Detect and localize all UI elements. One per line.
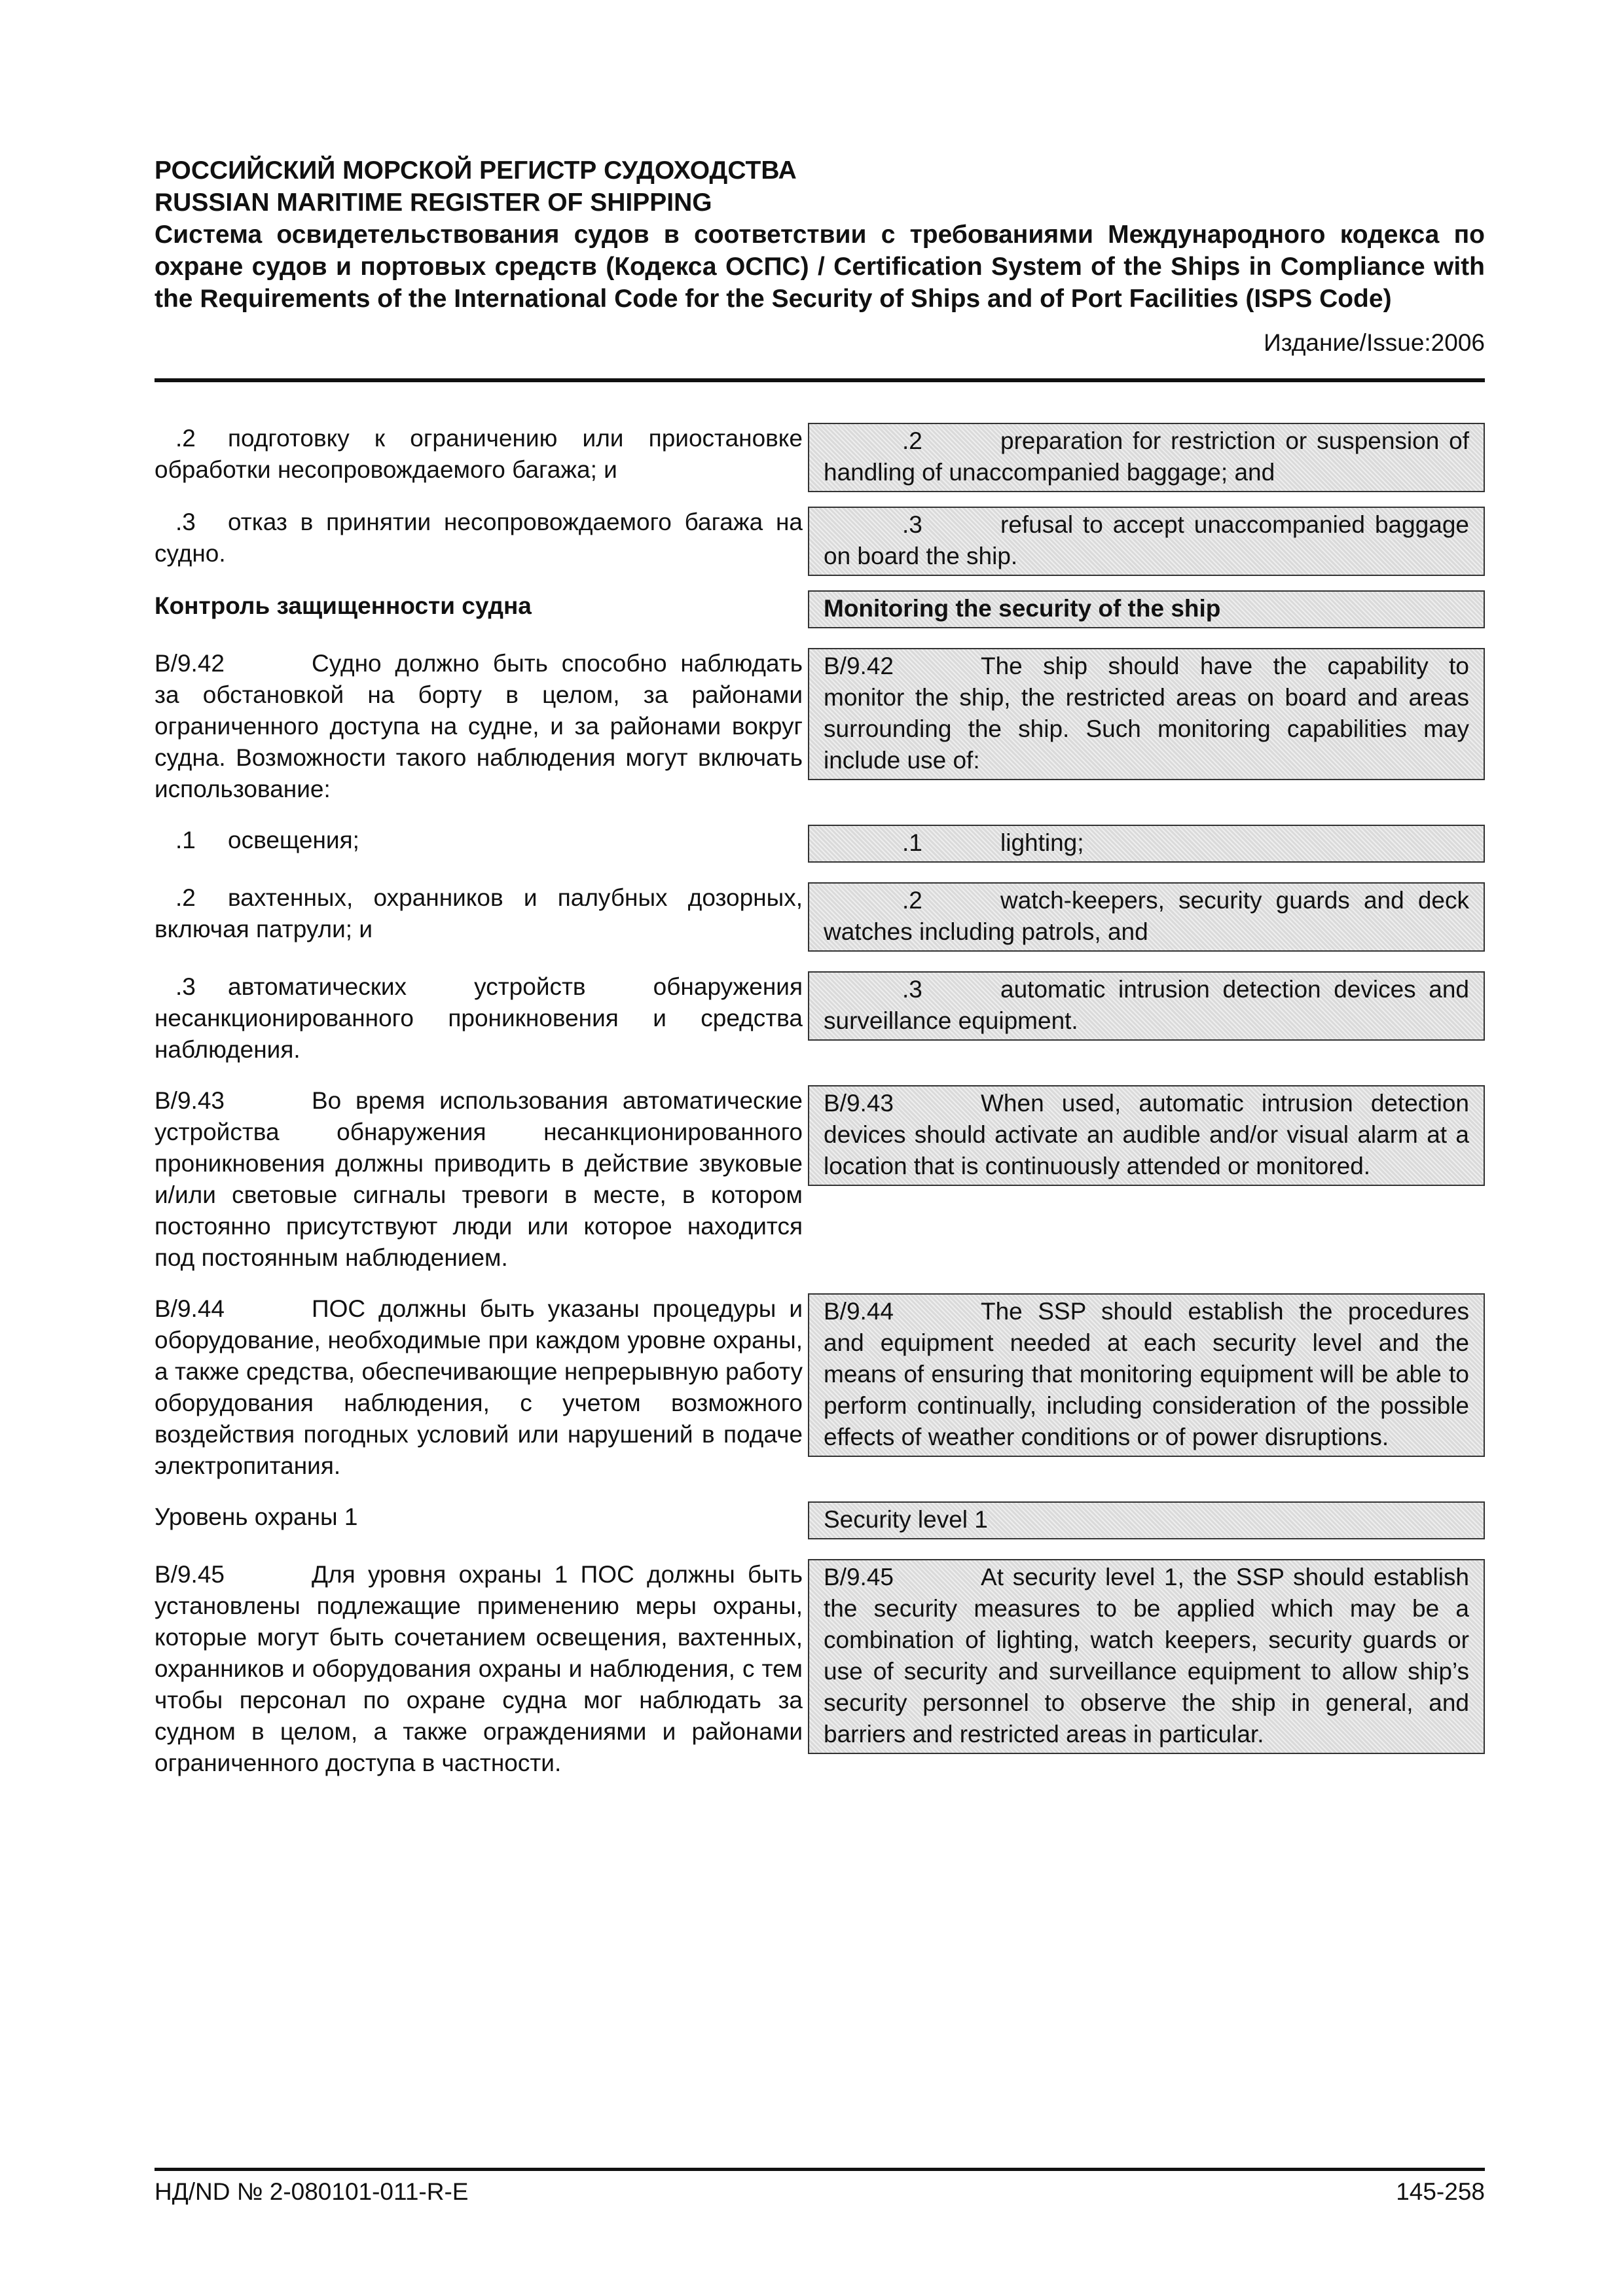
clause-text-ru: автоматических устройств обнаружения несанкционированного проникновения и средства наблюдения. (155, 973, 803, 1063)
clause-row (155, 882, 1485, 952)
clause-ru (155, 507, 803, 569)
clause-row (155, 423, 1485, 492)
clause-row (155, 648, 1485, 805)
clause-text-en: At security level 1, the SSP should establish the security measures to be applied which may be a combination of lighting, watch keepers, security guards or use of security and surveillance equipment to allow ship’s security personnel to observe the ship in general, and barriers and restricted areas in particular. (824, 1564, 1469, 1748)
clause-text-en: The SSP should establish the procedures and equipment needed at each security level and the means of ensuring that monitoring equipment will be able to perform continually, including consideration of the possible effects of weather conditions or of power disruptions. (824, 1298, 1469, 1450)
clause-text-ru: вахтенных, охранников и палубных дозорных, включая патрули; и (155, 884, 803, 942)
clause-row (155, 1085, 1485, 1274)
section-heading-row (155, 1501, 1485, 1539)
page-number: 145-258 (1396, 2178, 1485, 2205)
clause-number-en: .2 (902, 427, 922, 454)
clause-text-en: preparation for restriction or suspension of handling of unaccompanied baggage; and (824, 427, 1469, 486)
section-heading-ru: Уровень охраны 1 (155, 1503, 358, 1530)
clause-text-en: When used, automatic intrusion detection devices should activate an audible and/or visual alarm at a location that is continuously attended or monitored. (824, 1090, 1469, 1179)
clause-number-ru: .3 (175, 509, 196, 535)
clause-number-en: B/9.44 (824, 1298, 894, 1325)
clause-ru (155, 648, 803, 805)
clause-number-en: .3 (902, 511, 922, 538)
register-title-en: RUSSIAN MARITIME REGISTER OF SHIPPING (155, 188, 712, 217)
clause-row (155, 507, 1485, 576)
clause-text-en: watch-keepers, security guards and deck watches including patrols, and (824, 887, 1469, 945)
clause-number-en: B/9.45 (824, 1564, 894, 1590)
issue-label: Издание/Issue:2006 (1264, 329, 1485, 356)
clause-text-ru: Во время использования автоматические устройства обнаружения несанкционированного проникновения должны приводить в действие звуковые и/или световые сигналы тревоги в месте, в котором постоянно присутствуют люди или которое находится под постоянным наблюдением. (155, 1087, 803, 1271)
clause-number-ru: B/9.42 (155, 650, 225, 677)
clause-number-ru: B/9.43 (155, 1087, 225, 1114)
clause-row (155, 1559, 1485, 1779)
register-title-ru: РОССИЙСКИЙ МОРСКОЙ РЕГИСТР СУДОХОДСТВА (155, 156, 797, 185)
clause-text-ru: подготовку к ограничению или приостановке обработки несопровождаемого багажа; и (155, 425, 803, 483)
clause-en (808, 423, 1485, 492)
clause-en (808, 507, 1485, 576)
clause-ru (155, 423, 803, 486)
clause-ru (155, 1559, 803, 1779)
clause-en (808, 648, 1485, 780)
clause-number-en: .1 (902, 829, 922, 856)
section-heading-row (155, 590, 1485, 628)
document-subtitle: Система освидетельствования судов в соответствии с требованиями Международного кодекса по охране судов и портовых средств (Кодекса ОСПС) / Certification System of the Ships in Compliance with the Requirements of the International Code for the Security of Ships and of Port Facilities (ISPS Code) (155, 221, 1485, 313)
clause-text-en: refusal to accept unaccompanied baggage on board the ship. (824, 511, 1469, 569)
clause-text-ru: Судно должно быть способно наблюдать за обстановкой на борту в целом, за районами ограниченного доступа на судне, и за районами вокруг судна. Возможности такого наблюдения могут включать использование: (155, 650, 803, 802)
clause-number-ru: .1 (175, 827, 196, 853)
clause-text-en: The ship should have the capability to monitor the ship, the restricted areas on board and areas surrounding the ship. Such monitoring capabilities may include use of: (824, 653, 1469, 774)
clause-text-en: lighting; (1000, 829, 1084, 856)
clause-en (808, 1293, 1485, 1457)
clause-number-en: .3 (902, 976, 922, 1003)
footer-rule (155, 2168, 1485, 2171)
clause-en (808, 825, 1485, 863)
clause-en (808, 882, 1485, 952)
clause-ru (155, 1085, 803, 1274)
clause-text-en: automatic intrusion detection devices and surveillance equipment. (824, 976, 1469, 1034)
clause-row (155, 1293, 1485, 1482)
clause-ru (155, 971, 803, 1066)
clause-number-en: B/9.43 (824, 1090, 894, 1117)
clause-en (808, 971, 1485, 1041)
clause-text-ru: освещения; (228, 827, 359, 853)
header-rule (155, 378, 1485, 382)
clause-text-ru: отказ в принятии несопровождаемого багажа на судно. (155, 509, 803, 567)
section-heading-en: Security level 1 (808, 1501, 1485, 1539)
page-header (155, 154, 1485, 358)
clause-number-ru: .2 (175, 425, 196, 452)
clause-number-en: .2 (902, 887, 922, 914)
clause-text-ru: ПОС должны быть указаны процедуры и оборудование, необходимые при каждом уровне охраны, а также средства, обеспечивающие непрерывную работу оборудования наблюдения, с учетом возможного воздействия погодных условий или нарушений в подаче электропитания. (155, 1295, 803, 1479)
clause-en (808, 1559, 1485, 1754)
clause-en (808, 1085, 1485, 1186)
clause-row (155, 825, 1485, 863)
clause-ru (155, 1293, 803, 1482)
page-footer (155, 2178, 1485, 2206)
clause-row (155, 971, 1485, 1066)
clause-number-ru: .3 (175, 973, 196, 1000)
clause-ru (155, 825, 803, 856)
document-number: НД/ND № 2-080101-011-R-E (155, 2178, 469, 2205)
bilingual-body (155, 423, 1485, 1779)
section-heading-en: Monitoring the security of the ship (808, 590, 1485, 628)
clause-ru (155, 882, 803, 945)
clause-text-ru: Для уровня охраны 1 ПОС должны быть установлены подлежащие применению меры охраны, которые могут быть сочетанием освещения, вахтенных, охранников и оборудования охраны и наблюдения, с тем чтобы персонал по охране судна мог наблюдать за судном в целом, а также ограждениями и районами ограниченного доступа в частности. (155, 1561, 803, 1776)
clause-number-en: B/9.42 (824, 653, 894, 679)
clause-number-ru: B/9.44 (155, 1295, 225, 1322)
section-heading-ru: Контроль защищенности судна (155, 592, 532, 619)
clause-number-ru: B/9.45 (155, 1561, 225, 1588)
clause-number-ru: .2 (175, 884, 196, 911)
